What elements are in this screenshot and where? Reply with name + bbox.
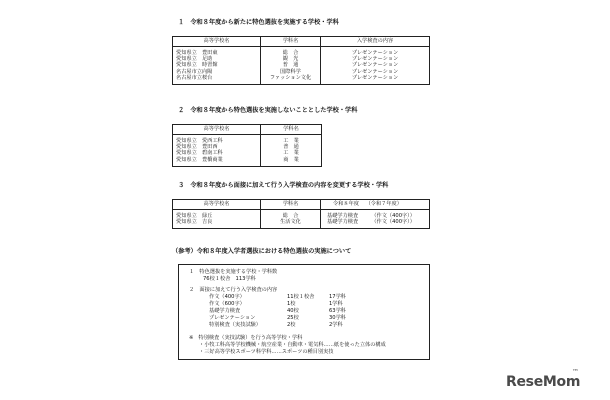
resemom-logo bbox=[506, 368, 581, 390]
s1-r2-exam: プレゼンテーション bbox=[321, 56, 430, 62]
s3-r2-dept: 生活文化 bbox=[261, 219, 321, 229]
s1-r1-dept: 総 合 bbox=[261, 47, 321, 57]
s1-r2-dept: 観 光 bbox=[261, 56, 321, 62]
s2-r1-dept: 工 業 bbox=[261, 135, 322, 145]
s1-r5-dept: ファッション文化 bbox=[261, 75, 321, 85]
ref-item1-value: 76校１校舎 113学科 bbox=[203, 276, 256, 282]
s3-r1-exam bbox=[321, 210, 430, 220]
table-row bbox=[173, 210, 430, 220]
ref-exam1-name: 作文（400字） bbox=[209, 294, 245, 300]
ref-exam3-name: 基礎学力検査 bbox=[209, 308, 241, 314]
s2-header-dept: 学科名 bbox=[261, 125, 322, 135]
s2-r3-school: 愛知県立 碧南工科 bbox=[173, 150, 261, 156]
s3-r2-old: （作文（400字）） bbox=[371, 219, 415, 226]
s2-r2-school: 愛知県立 豊田西 bbox=[173, 144, 261, 150]
ref-exam4-schools: 25校 bbox=[287, 315, 299, 321]
table-row bbox=[173, 75, 430, 85]
ref-note-1: ・小牧工科高等学校機械・航空産業・自動車・電気科……紙を使った立体の構成 bbox=[199, 342, 386, 348]
s3-header-r7: （令和７年度） bbox=[365, 201, 402, 208]
s1-r4-exam: プレゼンテーション bbox=[321, 69, 430, 75]
s3-r2-school: 愛知県立 吉良 bbox=[173, 219, 261, 229]
s1-r1-school: 愛知県立 豊田東 bbox=[173, 47, 261, 57]
s1-r3-dept: 普 通 bbox=[261, 62, 321, 68]
s1-r3-school: 愛知県立 時習館 bbox=[173, 62, 261, 68]
s1-header-exam: 入学検査の内容 bbox=[321, 37, 430, 47]
section1-table bbox=[172, 36, 430, 85]
ref-exam5-name: 特別検査（実技試験） bbox=[209, 322, 261, 328]
ref-note-title: ※ 特別検査（実技試験）を行う高等学校・学科 bbox=[189, 335, 303, 341]
s3-r2-exam bbox=[321, 219, 430, 229]
section1-title: １ 令和８年度から新たに特色選抜を実施する学校・学科 bbox=[178, 19, 339, 26]
s1-r1-exam: プレゼンテーション bbox=[321, 47, 430, 57]
reference-box bbox=[178, 264, 430, 360]
ref-exam2-depts: 1学科 bbox=[329, 301, 343, 307]
ref-item2-title: ２ 面接に加えて行う入学検査の内容 bbox=[189, 287, 278, 293]
ref-exam2-name: 作文（600字） bbox=[209, 301, 245, 307]
s3-r1-old: （作文（400字）） bbox=[371, 213, 415, 219]
ref-exam4-depts: 30学科 bbox=[329, 315, 346, 321]
s3-header-r8: 令和８年度 bbox=[333, 201, 359, 208]
table-row bbox=[173, 157, 322, 167]
ref-exam3-depts: 63学科 bbox=[329, 308, 346, 314]
s2-r4-school: 愛知県立 豊橋商業 bbox=[173, 157, 261, 167]
ref-exam5-schools: 2校 bbox=[287, 322, 296, 328]
logo-text-mom: Mom bbox=[542, 374, 581, 390]
s3-r1-new: 基礎学力検査 bbox=[327, 213, 359, 219]
s1-header-dept: 学科名 bbox=[261, 37, 321, 47]
section3-title: ３ 令和８年度から面接に加えて行う入学検査の内容を変更する学校・学科 bbox=[178, 182, 389, 189]
s3-r2-new: 基礎学力検査 bbox=[327, 219, 359, 226]
logo-trademark: ™ bbox=[572, 368, 579, 376]
ref-exam3-schools: 40校 bbox=[287, 308, 299, 314]
section2-title: ２ 令和８年度から特色選抜を実施しないこととした学校・学科 bbox=[178, 107, 358, 114]
ref-item1-title: １ 特色選抜を実施する学校・学科数 bbox=[189, 269, 278, 275]
ref-exam1-schools: 11校１校舎 bbox=[287, 294, 315, 300]
s1-r4-school: 名古屋市立向陽 bbox=[173, 69, 261, 75]
s2-r1-school: 愛知県立 愛西工科 bbox=[173, 135, 261, 145]
ref-note-2: ・三好高等学校スポーツ科学科……スポーツの種目別実技 bbox=[199, 349, 334, 355]
ref-exam2-schools: 1校 bbox=[287, 301, 296, 307]
s3-header-dept: 学科名 bbox=[261, 200, 321, 210]
reference-title: （参考）令和８年度入学者選抜における特色選抜の実施について bbox=[172, 248, 352, 255]
table-row bbox=[173, 47, 430, 57]
s3-r1-school: 愛知県立 緑丘 bbox=[173, 210, 261, 220]
ref-exam4-name: プレゼンテーション bbox=[209, 315, 256, 321]
table-row bbox=[173, 135, 322, 145]
s3-header-school: 高等学校名 bbox=[173, 200, 261, 210]
s1-r4-dept: 国際科学 bbox=[261, 69, 321, 75]
table-row bbox=[173, 219, 430, 229]
s2-r3-dept: 工 業 bbox=[261, 150, 322, 156]
s1-r3-exam: プレゼンテーション bbox=[321, 62, 430, 68]
logo-text-rese: Rese bbox=[506, 374, 543, 390]
s2-header-school: 高等学校名 bbox=[173, 125, 261, 135]
s2-r4-dept: 商 業 bbox=[261, 157, 322, 167]
s2-r2-dept: 普 通 bbox=[261, 144, 322, 150]
ref-exam5-depts: 2学科 bbox=[329, 322, 343, 328]
s1-header-school: 高等学校名 bbox=[173, 37, 261, 47]
section2-table bbox=[172, 124, 322, 167]
s1-r2-school: 愛知県立 足助 bbox=[173, 56, 261, 62]
section3-table bbox=[172, 199, 430, 229]
s1-r5-exam: プレゼンテーション bbox=[321, 75, 430, 85]
s3-r1-dept: 総 合 bbox=[261, 210, 321, 220]
s1-r5-school: 名古屋市立桜台 bbox=[173, 75, 261, 85]
s3-header-exam bbox=[321, 200, 430, 210]
ref-exam1-depts: 17学科 bbox=[329, 294, 346, 300]
